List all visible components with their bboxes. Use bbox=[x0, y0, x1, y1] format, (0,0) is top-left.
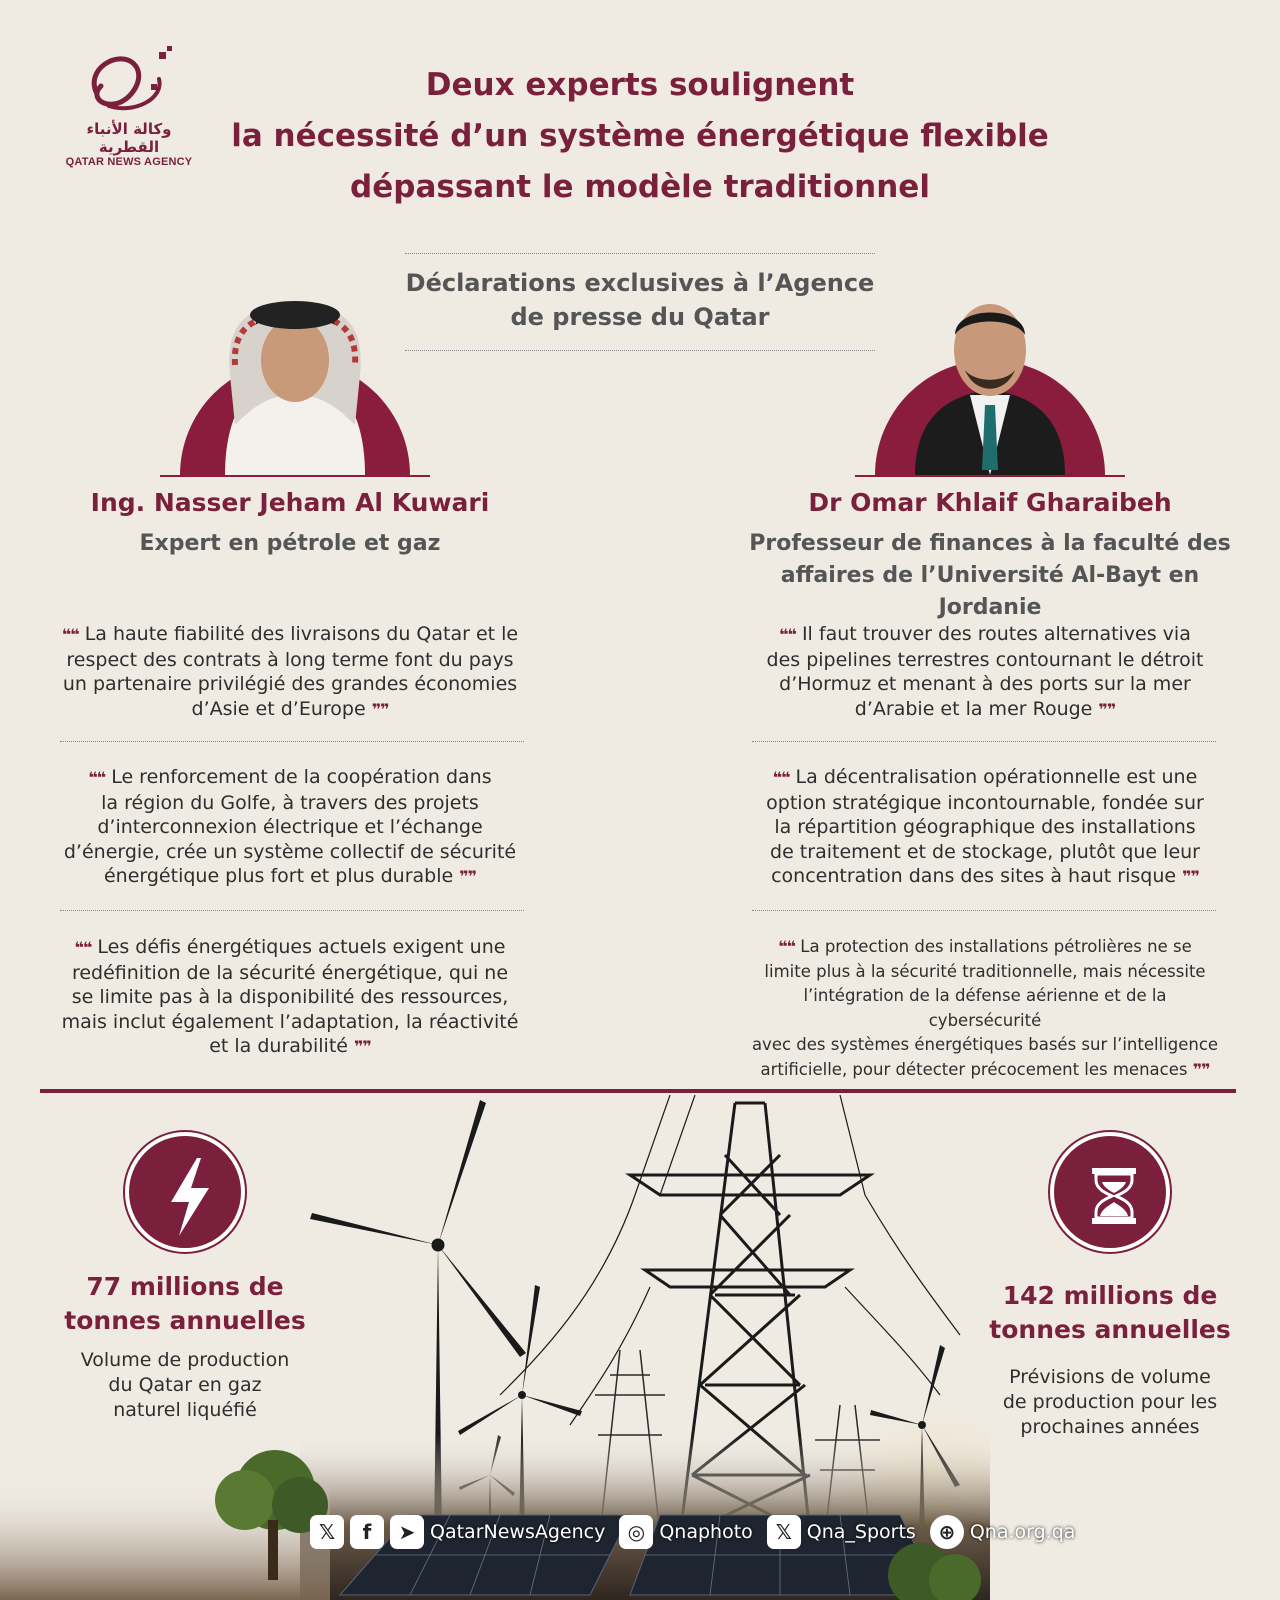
quote-line: énergétique plus fort et plus durable bbox=[103, 865, 454, 887]
quote-line: la région du Golfe, à travers des projets bbox=[101, 791, 479, 814]
close-quote-icon: ❞❞ bbox=[1192, 1059, 1210, 1079]
qna-emblem-icon bbox=[79, 44, 179, 118]
website-link[interactable]: Qna.org.qa bbox=[969, 1521, 1076, 1543]
quote-line: des pipelines terrestres contournant le détroit bbox=[766, 648, 1204, 671]
expert-2-role bbox=[740, 528, 1240, 624]
subtitle bbox=[380, 266, 900, 334]
lightning-icon bbox=[125, 1132, 245, 1252]
quote-line: La décentralisation opérationnelle est une bbox=[795, 766, 1198, 788]
subtitle-bottom-divider bbox=[405, 350, 875, 351]
quote-line: La haute fiabilité des livraisons du Qatar et le bbox=[84, 623, 519, 645]
expert-1-name: Ing. Nasser Jeham Al Kuwari bbox=[90, 488, 490, 517]
stat-value-line: tonnes annuelles bbox=[64, 1306, 306, 1335]
stat-1-value bbox=[60, 1270, 310, 1338]
quote-line: Le renforcement de la coopération dans bbox=[111, 766, 492, 788]
hourglass-icon bbox=[1050, 1132, 1170, 1252]
portrait-base-line bbox=[855, 475, 1125, 477]
person-icon bbox=[900, 255, 1080, 475]
quote-divider bbox=[752, 741, 1216, 742]
stat-2-label bbox=[985, 1365, 1235, 1440]
close-quote-icon: ❞❞ bbox=[371, 699, 389, 719]
quote-line: d’énergie, crée un système collectif de sécurité bbox=[63, 840, 517, 863]
expert-2-name: Dr Omar Khlaif Gharaibeh bbox=[808, 488, 1172, 517]
quote-divider bbox=[60, 741, 524, 742]
quote-divider bbox=[60, 910, 524, 911]
subtitle-line: de presse du Qatar bbox=[510, 303, 770, 331]
open-quote-icon: ❝❝ bbox=[779, 625, 796, 644]
stat-2-value bbox=[985, 1279, 1235, 1347]
facebook-icon[interactable]: f bbox=[350, 1515, 384, 1549]
open-quote-icon: ❝❝ bbox=[778, 937, 796, 956]
quote-line: d’Asie et d’Europe bbox=[191, 697, 366, 720]
stat-1-label bbox=[60, 1348, 310, 1423]
handle-main[interactable]: QatarNewsAgency bbox=[430, 1521, 606, 1543]
title-line: dépassant le modèle traditionnel bbox=[350, 169, 930, 205]
close-quote-icon: ❞❞ bbox=[459, 867, 477, 886]
quote-line: d’Arabie et la mer Rouge bbox=[854, 697, 1093, 720]
person-icon bbox=[205, 255, 385, 475]
stat-label-line: de production pour les bbox=[1002, 1391, 1218, 1413]
expert-2-quote-1 bbox=[745, 622, 1225, 722]
quote-line: et la durabilité bbox=[209, 1035, 348, 1057]
quote-line: Les défis énergétiques actuels exigent une bbox=[97, 936, 506, 958]
subtitle-line: Déclarations exclusives à l’Agence bbox=[405, 269, 875, 297]
open-quote-icon: ❝❝ bbox=[74, 938, 92, 957]
quote-line: la répartition géographique des installations bbox=[774, 816, 1196, 838]
quote-line: mais inclut également l’adaptation, la réactivité bbox=[61, 1010, 519, 1033]
quote-line: avec des systèmes énergétiques basés sur l’intelligence bbox=[751, 1035, 1219, 1054]
close-quote-icon: ❞❞ bbox=[1182, 867, 1199, 886]
stat-label-line: prochaines années bbox=[1020, 1416, 1200, 1438]
role-line: affaires de l’Université Al-Bayt en Jordanie bbox=[780, 563, 1200, 620]
quote-line: option stratégique incontournable, fondée sur bbox=[766, 791, 1204, 814]
quote-line: Il faut trouver des routes alternatives via bbox=[801, 623, 1191, 645]
quote-line: redéfinition de la sécurité énergétique, qui ne bbox=[71, 961, 509, 984]
section-divider bbox=[40, 1089, 1236, 1093]
quote-line: concentration dans des sites à haut risque bbox=[771, 865, 1177, 887]
handle-photo[interactable]: Qnaphoto bbox=[659, 1521, 753, 1543]
portrait-base-line bbox=[160, 475, 430, 477]
stat-value-line: 142 millions de bbox=[1002, 1281, 1218, 1310]
expert-1-quote-3 bbox=[60, 935, 520, 1060]
logo-english-text: QATAR NEWS AGENCY bbox=[65, 156, 193, 168]
stat-value-line: 77 millions de bbox=[86, 1272, 284, 1301]
lightning-bolt-icon bbox=[129, 1136, 249, 1256]
expert-1-portrait bbox=[180, 255, 410, 475]
x-icon[interactable]: 𝕏 bbox=[767, 1515, 801, 1549]
hourglass-icon-shape bbox=[1054, 1136, 1174, 1256]
quote-line: un partenaire privilégié des grandes économies bbox=[62, 673, 518, 695]
open-quote-icon: ❝❝ bbox=[772, 768, 790, 787]
expert-1-role bbox=[60, 528, 520, 560]
open-quote-icon: ❝❝ bbox=[88, 768, 106, 787]
page-title bbox=[230, 60, 1050, 213]
expert-2-portrait bbox=[875, 255, 1105, 475]
title-line: Deux experts soulignent bbox=[425, 67, 855, 103]
qna-logo bbox=[64, 44, 194, 168]
close-quote-icon: ❞❞ bbox=[354, 1037, 371, 1056]
open-quote-icon: ❝❝ bbox=[61, 625, 79, 644]
expert-2-quote-2 bbox=[745, 765, 1225, 890]
telegram-icon[interactable]: ➤ bbox=[390, 1515, 424, 1549]
social-footer bbox=[310, 1512, 1083, 1552]
stat-value-line: tonnes annuelles bbox=[989, 1315, 1231, 1344]
quote-line: respect des contrats à long terme font du pays bbox=[66, 648, 514, 671]
expert-2-quote-3 bbox=[745, 935, 1225, 1082]
quote-line: se limite pas à la disponibilité des ressources, bbox=[71, 986, 509, 1008]
stat-label-line: du Qatar en gaz bbox=[108, 1374, 262, 1396]
instagram-icon[interactable]: ◎ bbox=[619, 1515, 653, 1549]
quote-divider bbox=[752, 910, 1216, 911]
title-line: la nécessité d’un système énergétique flexible bbox=[231, 118, 1049, 154]
logo-arabic-text: وكالة الأنباء القطرية bbox=[86, 120, 172, 156]
close-quote-icon: ❞❞ bbox=[1098, 699, 1116, 719]
handle-sports[interactable]: Qna_Sports bbox=[806, 1521, 916, 1543]
quote-line: d’interconnexion électrique et l’échange bbox=[97, 816, 483, 838]
quote-line: de traitement et de stockage, plutôt que leur bbox=[770, 840, 1200, 863]
tree-silhouette bbox=[0, 1420, 330, 1600]
quote-line: l’intégration de la défense aérienne et de la cybersécurité bbox=[803, 986, 1167, 1030]
expert-1-quote-2 bbox=[60, 765, 520, 890]
quote-line: d’Hormuz et menant à des ports sur la mer bbox=[779, 673, 1191, 695]
x-icon[interactable]: 𝕏 bbox=[310, 1515, 344, 1549]
globe-icon[interactable]: ⊕ bbox=[930, 1515, 964, 1549]
quote-line: limite plus à la sécurité traditionnelle, mais nécessite bbox=[764, 961, 1206, 981]
stat-label-line: Prévisions de volume bbox=[1009, 1366, 1211, 1388]
role-line: Professeur de finances à la faculté des bbox=[749, 531, 1231, 556]
subtitle-top-divider bbox=[405, 253, 875, 254]
stat-label-line: Volume de production bbox=[80, 1349, 290, 1371]
role-line: Expert en pétrole et gaz bbox=[139, 531, 441, 556]
stat-label-line: naturel liquéfié bbox=[113, 1399, 257, 1421]
quote-line: artificielle, pour détecter précocement les menaces bbox=[760, 1059, 1188, 1079]
quote-line: La protection des installations pétrolières ne se bbox=[800, 937, 1192, 956]
expert-1-quote-1 bbox=[60, 622, 520, 722]
